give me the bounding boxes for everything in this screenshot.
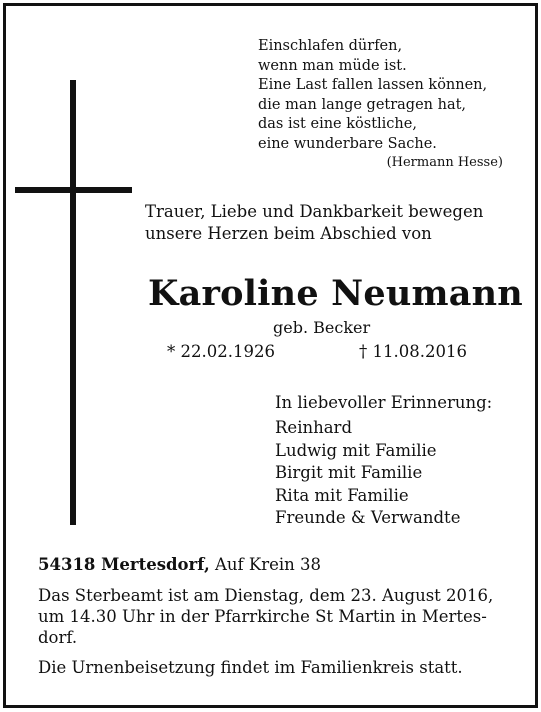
poem-line: eine wunderbare Sache. [258, 135, 437, 152]
mourner-item: Freunde & Verwandte [275, 508, 461, 528]
address [38, 555, 321, 574]
poem-line: die man lange getragen hat, [258, 96, 467, 113]
address-street: Auf Krein 38 [209, 555, 321, 574]
intro-line: unsere Herzen beim Abschied von [145, 224, 432, 243]
urn-notice: Die Urnenbeisetzung findet im Familienkreis statt. [38, 658, 463, 677]
mourner-item: Reinhard [275, 418, 353, 437]
notice-line: um 14.30 Uhr in der Pfarrkirche St Martin in Mertes- [38, 607, 487, 626]
notice-line: Das Sterbeamt ist am Dienstag, dem 23. August 2016, [38, 586, 494, 605]
poem-line: Einschlafen dürfen, [258, 38, 403, 54]
maiden-name: geb. Becker [273, 318, 371, 337]
mourners-list [275, 417, 460, 530]
intro-text [145, 201, 483, 245]
death-date: † 11.08.2016 [359, 342, 467, 361]
address-city: 54318 Mertesdorf, [38, 555, 210, 574]
mourner-item: Birgit mit Familie [275, 463, 423, 483]
poem-line: das ist eine köstliche, [258, 116, 417, 133]
mourners-heading: In liebevoller Erinnerung: [275, 393, 493, 412]
mourner-item: Ludwig mit Familie [275, 440, 437, 460]
notice-line: dorf. [38, 628, 78, 647]
poem-line: wenn man müde ist. [258, 57, 407, 74]
intro-line: Trauer, Liebe und Dankbarkeit bewegen [145, 202, 484, 221]
cross-vertical-beam [70, 80, 76, 525]
cross-horizontal-beam [15, 187, 132, 193]
poem-line: Eine Last fallen lassen können, [258, 77, 488, 94]
funeral-notice [38, 585, 493, 648]
poem [258, 37, 487, 155]
deceased-name: Karoline Neumann [148, 273, 523, 314]
birth-date: * 22.02.1926 [167, 342, 275, 361]
mourner-item: Rita mit Familie [275, 485, 409, 505]
poem-author: (Hermann Hesse) [386, 155, 503, 170]
